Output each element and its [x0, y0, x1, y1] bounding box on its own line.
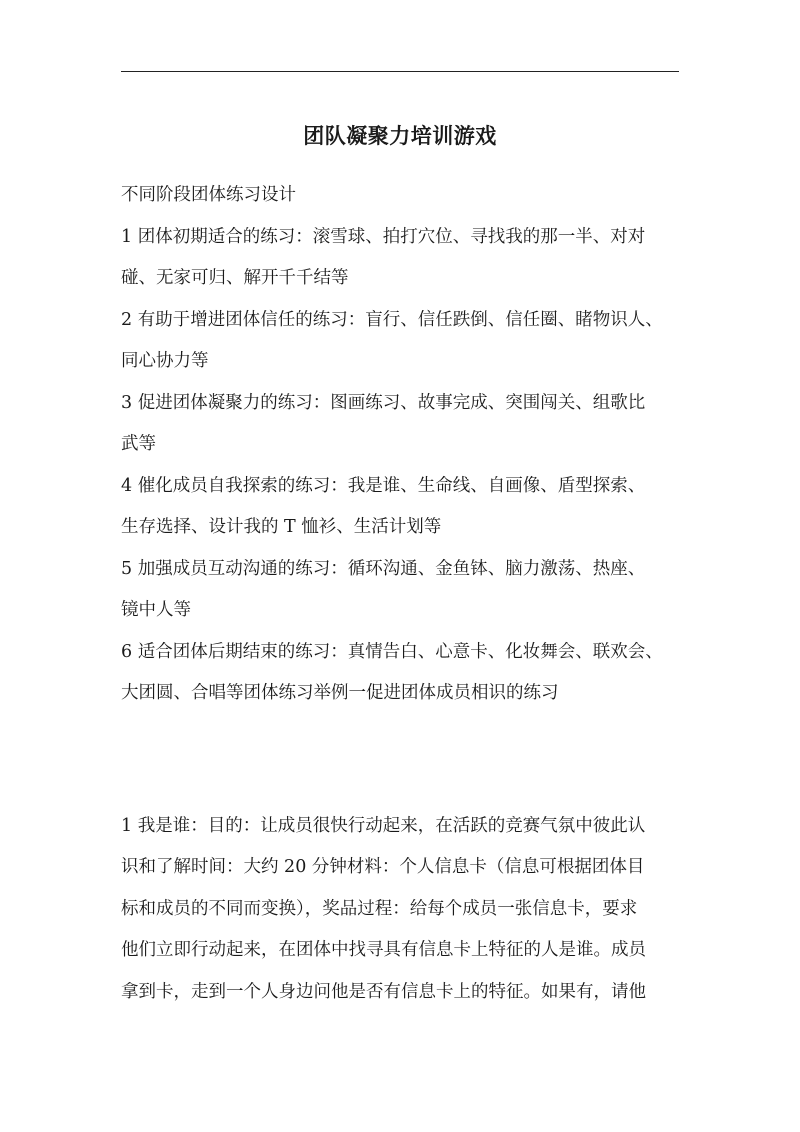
paragraph-line: 同心协力等	[121, 351, 209, 371]
paragraph-line: 武等	[121, 434, 156, 454]
paragraph-line: 识和了解时间：大约 20 分钟材料：个人信息卡（信息可根据团体目	[121, 857, 645, 877]
paragraph-line: 镜中人等	[121, 600, 191, 620]
section-heading: 不同阶段团体练习设计	[121, 185, 296, 205]
paragraph-line: 1 我是谁：目的：让成员很快行动起来，在活跃的竞赛气氛中彼此认	[121, 816, 646, 836]
paragraph-line: 6 适合团体后期结束的练习：真情告白、心意卡、化妆舞会、联欢会、	[121, 642, 663, 662]
paragraph-line: 生存选择、设计我的 T 恤衫、生活计划等	[121, 517, 442, 537]
document-title: 团队凝聚力培训游戏	[303, 124, 497, 148]
paragraph-line: 4 催化成员自我探索的练习：我是谁、生命线、自画像、盾型探索、	[121, 476, 646, 496]
paragraph-line: 标和成员的不同而变换），奖品过程：给每个成员一张信息卡，要求	[121, 899, 638, 919]
paragraph-line: 3 促进团体凝聚力的练习：图画练习、故事完成、突围闯关、组歌比	[121, 393, 646, 413]
paragraph-line: 2 有助于增进团体信任的练习：盲行、信任跌倒、信任圈、睹物识人、	[121, 310, 663, 330]
paragraph-line: 5 加强成员互动沟通的练习：循环沟通、金鱼钵、脑力激荡、热座、	[121, 559, 646, 579]
paragraph-line: 拿到卡，走到一个人身边问他是否有信息卡上的特征。如果有，请他	[121, 982, 646, 1002]
paragraph-line: 碰、无家可归、解开千千结等	[121, 268, 349, 288]
paragraph-line: 1 团体初期适合的练习：滚雪球、拍打穴位、寻找我的那一半、对对	[121, 227, 646, 247]
header-rule	[121, 71, 679, 72]
paragraph-line: 大团圆、合唱等团体练习举例一促进团体成员相识的练习	[121, 683, 559, 703]
paragraph-line: 他们立即行动起来，在团体中找寻具有信息卡上特征的人是谁。成员	[121, 940, 646, 960]
